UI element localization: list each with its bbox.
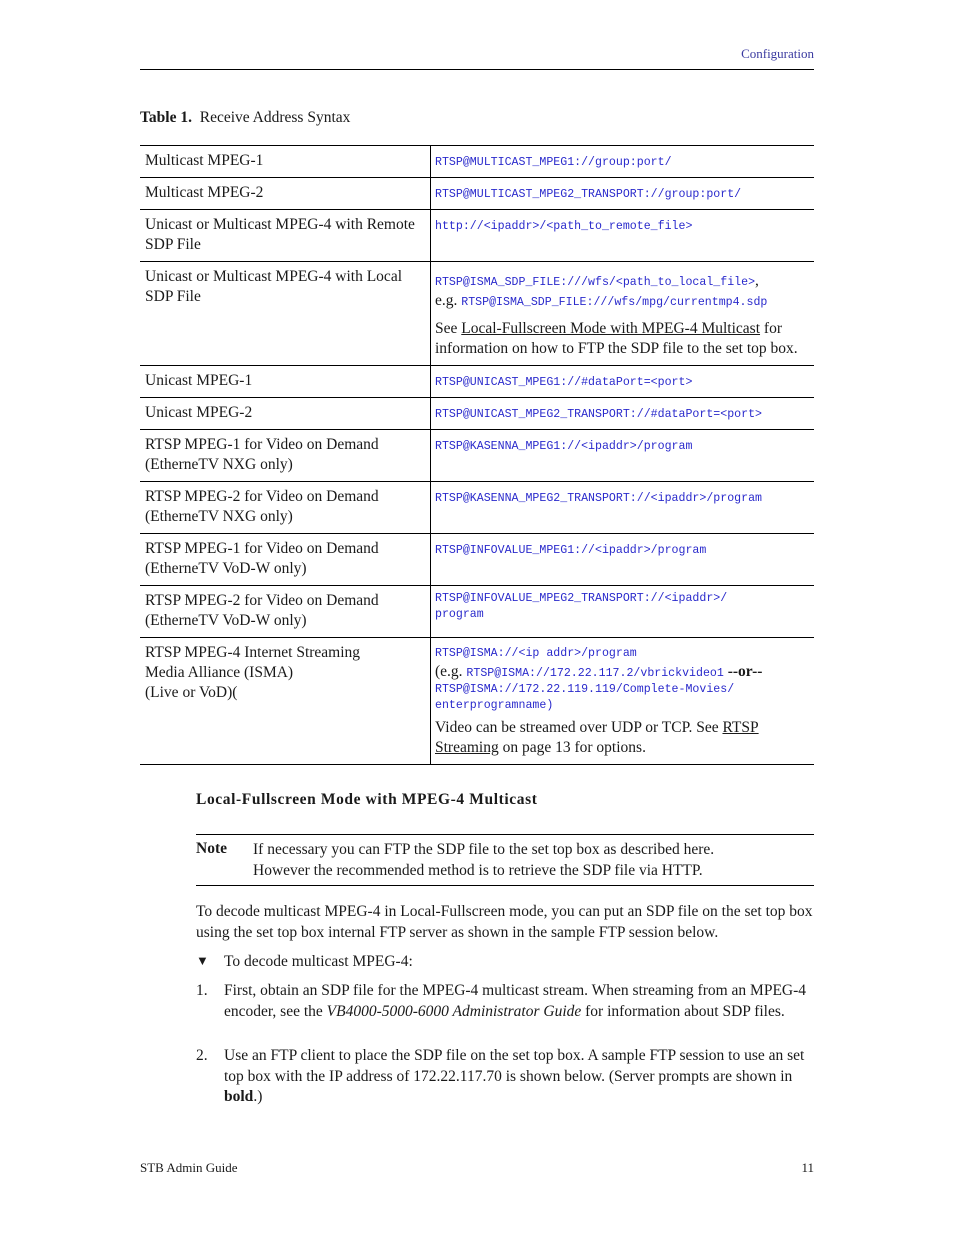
table-row — [140, 210, 814, 262]
row-syntax: RTSP@MULTICAST_MPEG2_TRANSPORT://group:port/ — [435, 188, 742, 201]
example-prefix: (e.g. — [435, 663, 463, 680]
footer-title: STB Admin Guide — [140, 1160, 238, 1175]
row-syntax: http://<ipaddr>/<path_to_remote_file> — [435, 220, 693, 233]
table-row — [140, 534, 814, 586]
row-label-line1: RTSP MPEG-4 Internet Streaming — [145, 644, 361, 661]
row-label-line2: Media Alliance (ISMA) — [145, 664, 294, 681]
see-suffix: for information on how to FTP the SDP file to the set top box. — [435, 320, 798, 357]
note-text — [253, 840, 714, 881]
step-text-post: .) — [253, 1088, 263, 1105]
row-syntax: RTSP@ISMA_SDP_FILE:///wfs/<path_to_local_file> — [435, 276, 756, 289]
note-line2: However the recommended method is to retrieve the SDP file via HTTP. — [253, 861, 703, 879]
step-text — [224, 1046, 816, 1108]
receive-address-table — [140, 145, 814, 765]
row-syntax: RTSP@KASENNA_MPEG2_TRANSPORT://<ipaddr>/program — [435, 492, 762, 505]
row-label-line3: (Live or VoD)( — [145, 684, 238, 701]
row-label: Multicast MPEG-2 — [140, 178, 431, 210]
example-syntax: RTSP@ISMA_SDP_FILE:///wfs/mpg/currentmp4.sdp — [461, 296, 768, 309]
table-row — [140, 638, 814, 765]
step-text-pre: Use an FTP client to place the SDP file on the set top box. A sample FTP session to use an set top box with the IP address of 172.22.117.70 is shown below. (Server prompts are shown in — [224, 1047, 805, 1085]
table-row — [140, 398, 814, 430]
row-label: Unicast or Multicast MPEG-4 with Remote SDP File — [140, 210, 431, 262]
example-syntax-alt: RTSP@ISMA://172.22.119.119/Complete-Movies/ — [435, 683, 735, 696]
row-syntax: RTSP@INFOVALUE_MPEG1://<ipaddr>/program — [435, 544, 707, 557]
row-syntax-separator: , — [755, 272, 759, 289]
row-syntax-line1: RTSP@INFOVALUE_MPEG2_TRANSPORT://<ipaddr>/ — [435, 592, 728, 605]
intro-paragraph: To decode multicast MPEG-4 in Local-Fullscreen mode, you can put an SDP file on the set top box using the set top box internal FTP server as shown in the sample FTP session below. — [196, 903, 813, 941]
row-syntax: RTSP@KASENNA_MPEG1://<ipaddr>/program — [435, 440, 693, 453]
step-number: 1. — [196, 982, 208, 999]
step-text-pre: First, obtain an SDP file for the MPEG-4 multicast stream. When streaming from an MPEG-4 encoder, see the — [224, 982, 807, 1020]
section-heading: Local-Fullscreen Mode with MPEG-4 Multicast — [196, 791, 538, 808]
note-line1: If necessary you can FTP the SDP file to the set top box as described here. — [253, 841, 715, 858]
table-caption-label: Table 1. — [140, 109, 192, 126]
example-syntax: RTSP@ISMA://172.22.117.2/vbrickvideo1 — [466, 667, 724, 680]
note-box — [196, 834, 814, 886]
bold-word: bold — [224, 1088, 254, 1105]
row-syntax: RTSP@UNICAST_MPEG1://#dataPort=<port> — [435, 376, 693, 389]
row-syntax-line2: program — [435, 608, 484, 621]
note-label: Note — [196, 840, 227, 857]
example-syntax-alt-cont: enterprogramname) — [435, 699, 554, 712]
row-label — [140, 638, 431, 765]
row-label: Multicast MPEG-1 — [140, 146, 431, 178]
table-row — [140, 430, 814, 482]
step-text-post: for information about SDP files. — [585, 1002, 785, 1020]
streaming-note-prefix: Video can be streamed over UDP or TCP. See — [435, 719, 719, 736]
or-separator: --or-- — [727, 663, 763, 680]
row-label: Unicast or Multicast MPEG-4 with Local SDP File — [140, 262, 431, 366]
table-caption-title: Receive Address Syntax — [199, 109, 351, 126]
example-prefix: e.g. — [435, 292, 458, 309]
table-row — [140, 366, 814, 398]
rtsp-streaming-link[interactable]: RTSP — [722, 719, 759, 736]
triangle-bullet-icon: ▼ — [196, 953, 209, 968]
row-label: RTSP MPEG-2 for Video on Demand (EtherneTV NXG only) — [140, 482, 431, 534]
table-row — [140, 146, 814, 178]
table-row — [140, 178, 814, 210]
header-rule — [140, 69, 814, 70]
row-syntax: RTSP@MULTICAST_MPEG1://group:port/ — [435, 156, 672, 169]
row-syntax: RTSP@UNICAST_MPEG2_TRANSPORT://#dataPort=<port> — [435, 408, 762, 421]
row-syntax: RTSP@ISMA://<ip addr>/program — [435, 647, 637, 660]
table-row — [140, 482, 814, 534]
row-label: Unicast MPEG-1 — [140, 366, 431, 398]
admin-guide-title: VB4000-5000-6000 Administrator Guide — [326, 1002, 582, 1020]
rtsp-streaming-link-cont[interactable]: Streaming — [435, 739, 499, 756]
see-prefix: See — [435, 320, 458, 337]
table-caption — [140, 109, 350, 127]
local-fullscreen-link[interactable]: Local-Fullscreen Mode with MPEG-4 Multicast — [461, 320, 761, 337]
table-row — [140, 262, 814, 366]
step-text — [224, 981, 816, 1022]
row-label: RTSP MPEG-1 for Video on Demand (EtherneTV NXG only) — [140, 430, 431, 482]
running-header: Configuration — [741, 46, 814, 61]
procedure-title-text: To decode multicast MPEG-4: — [224, 953, 413, 970]
page-number: 11 — [801, 1160, 814, 1175]
row-label: RTSP MPEG-1 for Video on Demand (EtherneTV VoD-W only) — [140, 534, 431, 586]
row-label: Unicast MPEG-2 — [140, 398, 431, 430]
table-row — [140, 586, 814, 638]
streaming-note-suffix: on page 13 for options. — [502, 739, 646, 756]
row-label: RTSP MPEG-2 for Video on Demand (EtherneTV VoD-W only) — [140, 586, 431, 638]
step-number: 2. — [196, 1047, 208, 1064]
